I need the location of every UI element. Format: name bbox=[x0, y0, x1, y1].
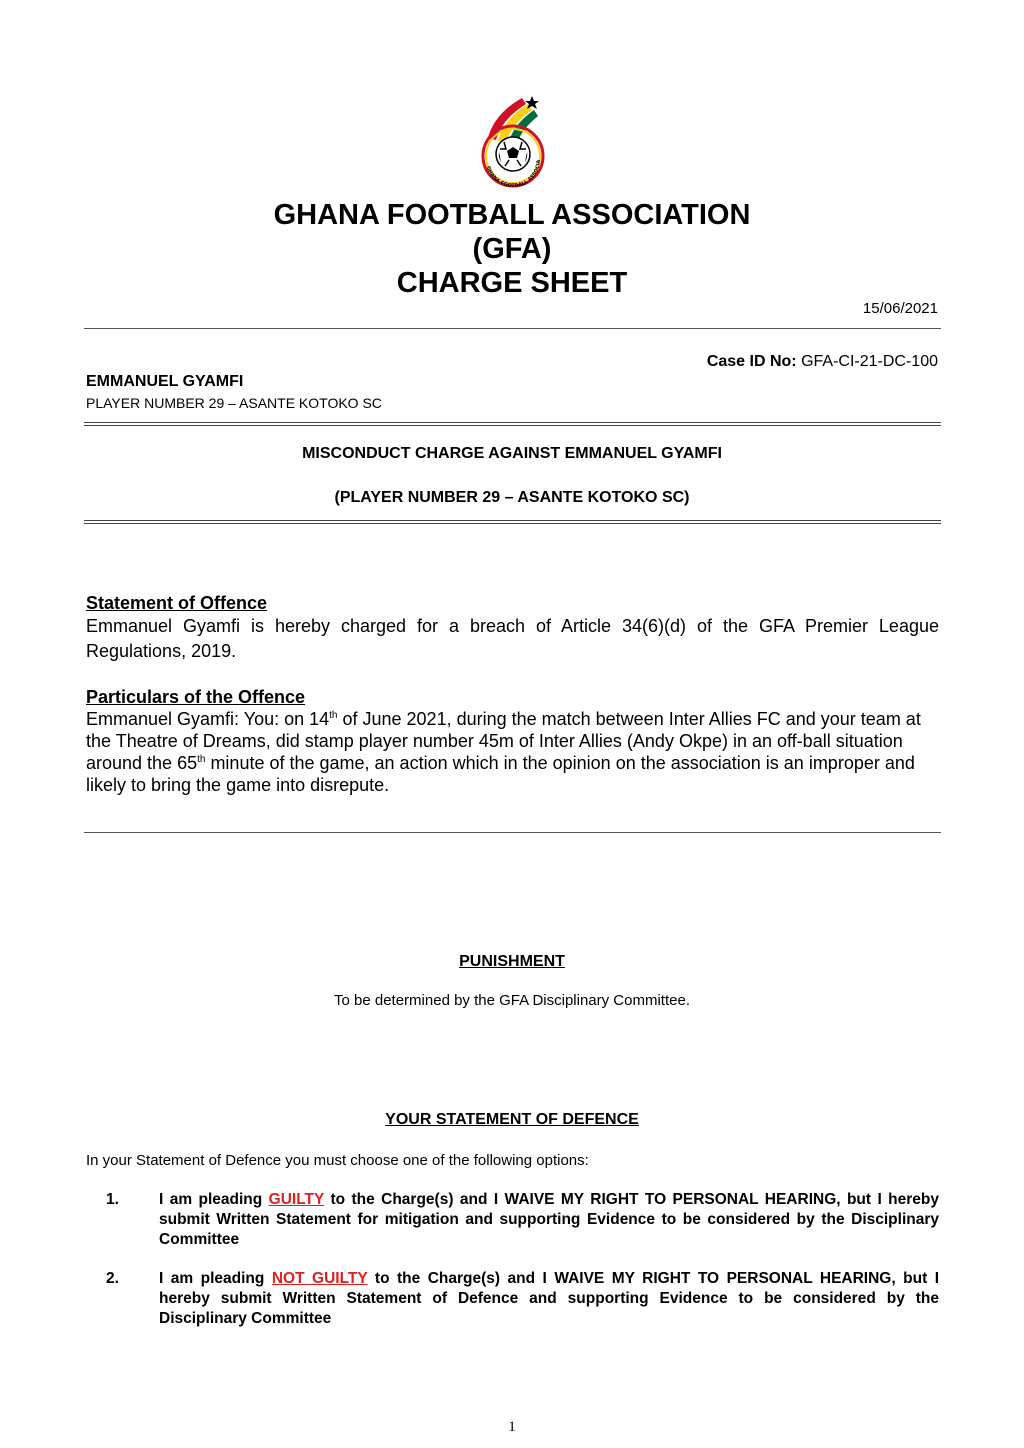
particulars-of-offence bbox=[86, 686, 939, 796]
double-divider bbox=[84, 520, 941, 524]
case-id-value: GFA-CI-21-DC-100 bbox=[801, 353, 938, 370]
document-date: 15/06/2021 bbox=[862, 300, 938, 317]
option-text: I am pleading NOT GUILTY to the Charge(s) and I WAIVE MY RIGHT TO PERSONAL HEARING, but I hereby submit Written Statement of Defence and supporting Evidence to be considered by the Disciplinary Committee bbox=[159, 1270, 939, 1327]
player-name: EMMANUEL GYAMFI bbox=[86, 373, 244, 390]
punishment-text: To be determined by the GFA Disciplinary Committee. bbox=[334, 992, 690, 1009]
statement-of-offence bbox=[86, 592, 939, 664]
plea-guilty: GUILTY bbox=[268, 1191, 325, 1208]
option-text: I am pleading GUILTY to the Charge(s) and I WAIVE MY RIGHT TO PERSONAL HEARING, but I hereby submit Written Statement for mitigation and supporting Evidence to be considered by the Disciplinary Committee bbox=[159, 1191, 939, 1248]
particulars-text: Emmanuel Gyamfi: You: on 14th of June 2021, during the match between Inter Allies FC and your team at the Theatre of Dreams, did stamp player number 45m of Inter Allies (Andy Okpe) in an off-ball situation around the 65th minute of the game, an action which in the opinion on the association is an improper and likely to bring the game into disrepute. bbox=[86, 709, 921, 795]
page-number: 1 bbox=[508, 1419, 516, 1435]
statement-text: Emmanuel Gyamfi is hereby charged for a breach of Article 34(6)(d) of the GFA Premier League Regulations, 2019. bbox=[86, 616, 939, 661]
case-id bbox=[707, 353, 938, 371]
case-id-label: Case ID No: bbox=[706, 353, 797, 370]
defence-option bbox=[106, 1190, 939, 1250]
double-divider bbox=[84, 422, 941, 426]
charge-line-2: (PLAYER NUMBER 29 – ASANTE KOTOKO SC) bbox=[334, 489, 690, 506]
defence-intro: In your Statement of Defence you must choose one of the following options: bbox=[86, 1152, 589, 1169]
divider bbox=[84, 832, 941, 833]
plea-not-guilty: NOT GUILTY bbox=[271, 1270, 368, 1287]
option-number: 2. bbox=[106, 1270, 119, 1287]
defence-option bbox=[106, 1269, 939, 1329]
charge-line-1: MISCONDUCT CHARGE AGAINST EMMANUEL GYAMFI bbox=[302, 445, 722, 462]
particulars-heading: Particulars of the Offence bbox=[86, 687, 306, 707]
gfa-logo bbox=[470, 94, 556, 194]
divider bbox=[84, 328, 941, 329]
title-line-2: (GFA) bbox=[472, 233, 552, 265]
punishment-heading: PUNISHMENT bbox=[459, 953, 565, 970]
option-number: 1. bbox=[106, 1191, 119, 1208]
logo-arc-text: GHANA FOOTBALL ASSOCIA bbox=[484, 160, 543, 190]
gfa-logo-graphic bbox=[470, 94, 556, 194]
title-line-3: CHARGE SHEET bbox=[396, 267, 628, 299]
defence-heading: YOUR STATEMENT OF DEFENCE bbox=[385, 1111, 639, 1128]
statement-heading: Statement of Offence bbox=[86, 593, 268, 613]
title-line-1: GHANA FOOTBALL ASSOCIATION bbox=[273, 199, 751, 231]
player-detail: PLAYER NUMBER 29 – ASANTE KOTOKO SC bbox=[86, 395, 382, 411]
